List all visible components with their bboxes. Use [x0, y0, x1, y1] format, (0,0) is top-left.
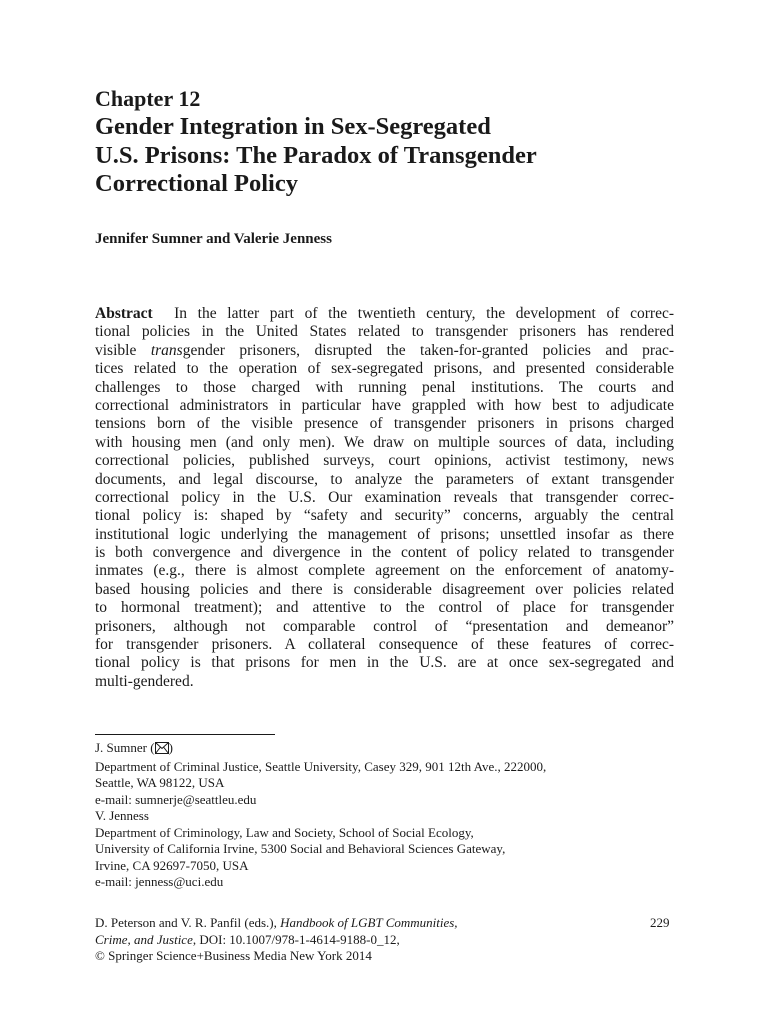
affiliation-line: Department of Criminology, Law and Society, School of Social Ecology,: [95, 824, 474, 840]
abstract-line: tional policy is: shaped by “safety and security” concerns, arguably the central: [95, 507, 674, 525]
abstract-line: based housing policies and there is considerable disagreement over policies related: [95, 580, 674, 598]
affiliation-name: [95, 740, 695, 759]
abstract-line: tional policy is that prisons for men in the U.S. are at once sex-segregated and: [95, 654, 674, 672]
abstract-line: to hormonal treatment); and attentive to the control of place for transgender: [95, 599, 674, 617]
footnote-rule: [95, 734, 275, 735]
abstract-text: In the latter part of the twentieth century, the development of correc-: [174, 305, 675, 322]
abstract: [95, 305, 674, 691]
abstract-line: institutional logic underlying the management of prisons; unsettled insofar as there: [95, 525, 674, 543]
chapter-title-line: U.S. Prisons: The Paradox of Transgender: [95, 141, 537, 169]
abstract-italic-word: trans: [150, 341, 183, 359]
abstract-line: correctional policies, published surveys, court opinions, activist testimony, news: [95, 452, 674, 470]
abstract-line: prisoners, although not comparable control of “presentation and demeanor”: [95, 617, 674, 635]
abstract-line: correctional policy in the U.S. Our examination reveals that transgender correc-: [95, 488, 674, 506]
abstract-line: challenges to those charged with running penal institutions. The courts and: [95, 378, 674, 396]
abstract-text: visible: [95, 341, 151, 359]
chapter-title: [95, 113, 715, 199]
chapter-title-line: Correctional Policy: [95, 170, 298, 197]
citation-book-title: Crime, and Justice: [95, 931, 193, 947]
abstract-line: with housing men (and only men). We draw on multiple sources of data, including: [95, 433, 674, 451]
abstract-line: [95, 305, 674, 323]
affiliation-email[interactable]: e-mail: jenness@uci.edu: [95, 874, 224, 889]
abstract-line: [95, 342, 674, 360]
authors: Jennifer Sumner and Valerie Jenness: [95, 231, 332, 247]
citation-line: [95, 932, 615, 949]
citation: [95, 915, 615, 965]
affiliation-line: Irvine, CA 92697-7050, USA: [95, 857, 249, 873]
affiliation-sumner: [95, 740, 695, 808]
affiliation-line: University of California Irvine, 5300 Social and Behavioral Sciences Gateway,: [95, 841, 506, 856]
abstract-line: is both convergence and divergence in the content of policy related to transgender: [95, 544, 674, 562]
abstract-line: for transgender prisoners. A collateral consequence of these features of correc-: [95, 636, 674, 654]
affiliation-jenness: [95, 808, 695, 891]
abstract-line: documents, and legal discourse, to analyze the parameters of extant transgender: [95, 470, 674, 488]
affiliation-line: Seattle, WA 98122, USA: [95, 775, 225, 790]
chapter-label: Chapter 12: [95, 86, 201, 111]
author-name: J. Sumner (: [95, 740, 155, 755]
abstract-line: tices related to the operation of sex-segregated prisons, and presented considerable: [95, 360, 674, 378]
abstract-line: multi-gendered.: [95, 672, 194, 690]
chapter-title-line: Gender Integration in Sex-Segregated: [95, 113, 491, 140]
author-name-close: ): [168, 740, 173, 755]
abstract-line: tensions born of the visible presence of transgender prisoners in prisons charged: [95, 415, 674, 433]
citation-doi[interactable]: , DOI: 10.1007/978-1-4614-9188-0_12,: [192, 931, 400, 947]
envelope-icon[interactable]: [155, 742, 169, 759]
abstract-line: tional policies in the United States related to transgender prisoners has rendered: [95, 323, 674, 341]
abstract-label: Abstract: [95, 305, 153, 322]
citation-copyright: © Springer Science+Business Media New York 2014: [95, 948, 372, 963]
affiliation-name: V. Jenness: [95, 808, 149, 823]
affiliation-email[interactable]: e-mail: sumnerje@seattleu.edu: [95, 791, 257, 807]
citation-book-title: Handbook of LGBT Communities,: [280, 915, 458, 930]
affiliation-line: Department of Criminal Justice, Seattle University, Casey 329, 901 12th Ave., 222000,: [95, 758, 547, 774]
abstract-text: gender prisoners, disrupted the taken-for-granted policies and prac-: [182, 341, 674, 359]
citation-line: [95, 915, 615, 932]
page-number: 229: [650, 915, 670, 930]
citation-editors: D. Peterson and V. R. Panfil (eds.),: [95, 915, 281, 930]
abstract-line: correctional administrators in particular have grappled with how best to adjudicate: [95, 396, 674, 414]
abstract-line: inmates (e.g., there is almost complete agreement on the enforcement of anatomy-: [95, 562, 674, 580]
